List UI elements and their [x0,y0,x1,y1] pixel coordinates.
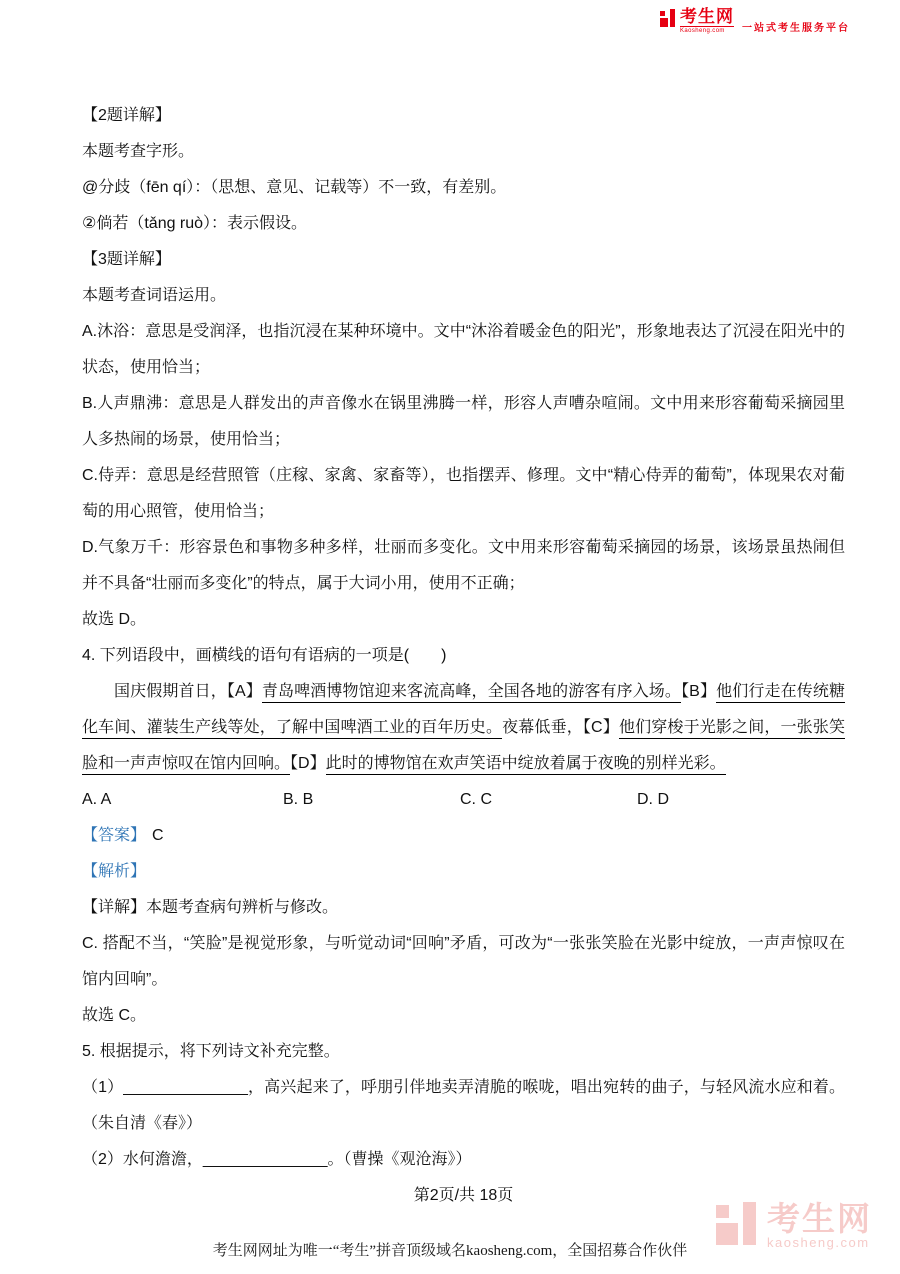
logo-block-bar [670,9,675,27]
plain-text: 夜幕低垂，【C】 [502,719,619,736]
footer-promo-line: 考生网网址为唯一“考生”拼音顶级域名kaosheng.com，全国招募合作伙伴 [212,1243,688,1259]
paragraph: ②倘若（tǎng ruò）：表示假设。 [82,215,308,232]
paragraph: C.侍弄：意思是经营照管（庄稼、家禽、家畜等），也指摆弄、修理。文中“精心侍弄的葡萄”，体现果农对葡萄的用心照管，使用恰当； [82,467,845,520]
paragraph: C. 搭配不当，“笑脸”是视觉形象，与听觉动词“回响”矛盾，可改为“一张张笑脸在光影中绽放，一声声惊叹在馆内回响”。 [82,935,845,988]
paragraph: （1）______________，高兴起来了，呼朋引伴地卖弄清脆的喉咙，唱出宛转的曲子，与轻风流水应和着。（朱自清《春》） [82,1079,845,1132]
paragraph: 本题考查词语运用。 [82,287,227,304]
paragraph: （2）水何澹澹，______________。（曹操《观沧海》） [82,1151,472,1168]
watermark-domain: kaosheng.com [767,1235,870,1250]
answer-line [82,818,845,854]
question-stem: 4. 下列语段中，画横线的语句有语病的一项是( ) [82,647,447,664]
paragraph: @分歧（fēn qí）：（思想、意见、记载等）不一致，有差别。 [82,179,507,196]
logo-text-group [680,8,734,35]
question-stem: 5. 根据提示，将下列诗文补充完整。 [82,1043,340,1060]
paragraph: 【详解】本题考查病句辨析与修改。 [82,899,339,916]
logo-tagline: 一站式考生服务平台 [742,23,850,34]
paragraph: D.气象万千：形容景色和事物多种多样，壮丽而多变化。文中用来形容葡萄采摘园的场景，该场景虽热闹但并不具备“壮丽而多变化”的特点，属于大词小用，使用不正确； [82,539,845,592]
plain-text: 国庆假期首日，【A】 [114,683,262,700]
logo-block-large [660,18,668,27]
kaosheng-logo-icon [660,9,677,30]
paragraph: A.沐浴：意思是受润泽，也指沉浸在某种环境中。文中“沐浴着暖金色的阳光”，形象地表达了沉浸在阳光中的状态，使用恰当； [82,323,845,376]
plain-text: 【B】 [681,683,717,700]
underlined-sentence: 他们行走在传统糖化车间、灌装生产线等处，了解中国啤酒工业的百年历史。 [82,683,845,739]
question-passage [82,674,845,782]
page-indicator: 第2页/共 18页 [413,1187,514,1204]
choice-c: C. C [460,791,492,808]
plain-text: 【D】 [290,755,326,772]
logo-block-small [660,11,665,16]
paragraph: 本题考查字形。 [82,143,195,160]
document-body [82,98,845,1214]
choice-b: B. B [283,791,314,808]
watermark-wordmark: 考生网 [767,1200,872,1237]
answer-label: 【答案】 [82,827,147,844]
underlined-sentence: 他们穿梭于光影之间，一张张笑脸和一声声惊叹在馆内回响。 [82,719,845,775]
underlined-sentence: 此时的博物馆在欢声笑语中绽放着属于夜晚的别样光彩。 [326,755,726,775]
underlined-sentence: 青岛啤酒博物馆迎来客流高峰，全国各地的游客有序入场。 [262,683,681,703]
choice-row [82,782,845,818]
paragraph: 故选 C。 [82,1007,147,1024]
logo-domain: Kaosheng.com [680,26,734,35]
section-heading: 【3题详解】 [82,251,171,268]
paragraph: 故选 D。 [82,611,147,628]
logo-block-small [716,1205,729,1218]
answer-value: C [152,827,164,844]
site-header [660,8,850,48]
paragraph: B.人声鼎沸：意思是人群发出的声音像水在锅里沸腾一样，形容人声嘈杂喧闹。文中用来形容葡萄采摘园里人多热闹的场景，使用恰当； [82,395,845,448]
section-heading: 【2题详解】 [82,107,171,124]
analysis-label: 【解析】 [82,863,147,880]
logo-wordmark: 考生网 [680,7,734,26]
choice-a: A. A [82,791,112,808]
choice-d: D. D [637,791,669,808]
